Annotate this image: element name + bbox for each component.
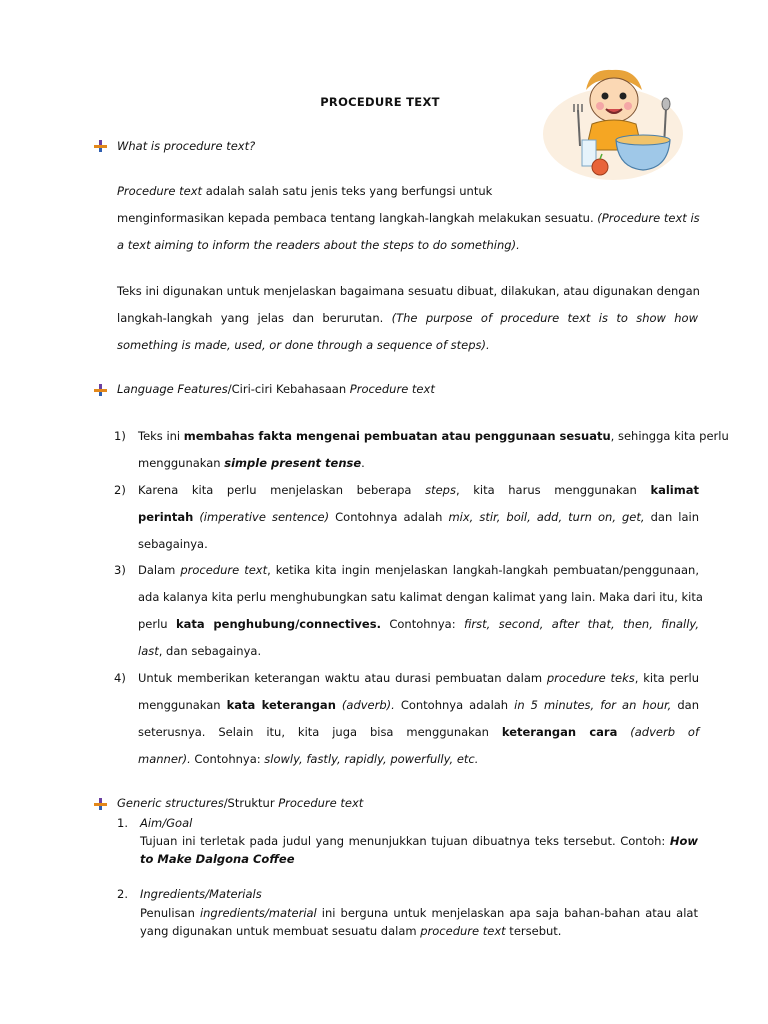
item-line: perlu kata penghubung/connectives. Contohnya: first, second, after that, then, finally, — [138, 617, 699, 631]
pin-bullet-icon — [94, 384, 108, 396]
item-line: perintah (imperative sentence) Contohnya adalah mix, stir, boil, add, turn on, get, dan lain — [138, 510, 699, 524]
structure-label: Ingredients/Materials — [140, 887, 262, 901]
item-number: 1) — [114, 429, 126, 443]
generic-structures-heading: Generic structures/Struktur Procedure text — [117, 796, 364, 810]
document-title: PROCEDURE TEXT — [320, 95, 440, 109]
child-eating-illustration — [538, 64, 688, 182]
item-line: Tujuan ini terletak pada judul yang menunjukkan tujuan dibuatnya teks tersebut. Contoh: How — [140, 834, 698, 848]
pin-bullet-icon — [94, 140, 108, 152]
item-line: Untuk memberikan keterangan waktu atau durasi pembuatan dalam procedure teks, kita perlu — [138, 671, 699, 685]
item-line: ada kalanya kita perlu menghubungkan satu kalimat dengan kalimat yang lain. Maka dari itu, kita — [138, 590, 703, 604]
question-heading: What is procedure text? — [117, 139, 256, 153]
structure-item-2-body — [140, 904, 698, 940]
purpose-line-1: Teks ini digunakan untuk menjelaskan bagaimana sesuatu dibuat, dilakukan, atau digunakan dengan — [117, 284, 700, 298]
language-features-heading: Language Features/Ciri-ciri Kebahasaan Procedure text — [117, 382, 435, 396]
definition-paragraph — [117, 178, 698, 259]
item-number: 2) — [114, 483, 126, 497]
item-number: 1. — [117, 816, 128, 830]
item-line: yang digunakan untuk membuat sesuatu dalam procedure text tersebut. — [140, 924, 562, 938]
item-line: menggunakan simple present tense. — [138, 456, 365, 470]
item-line: last, dan sebagainya. — [138, 644, 262, 658]
item-number: 4) — [114, 671, 126, 685]
item-line: Dalam procedure text, ketika kita ingin menjelaskan langkah-langkah pembuatan/penggunaan, — [138, 563, 699, 577]
item-number: 2. — [117, 887, 128, 901]
structure-label: Aim/Goal — [140, 816, 193, 830]
item-line: seterusnya. Selain itu, kita juga bisa menggunakan keterangan cara (adverb of — [138, 725, 700, 739]
pin-bullet-icon — [94, 798, 108, 810]
definition-line-1: Procedure text adalah salah satu jenis teks yang berfungsi untuk — [117, 184, 493, 198]
item-line: Penulisan ingredients/material ini berguna untuk menjelaskan apa saja bahan-bahan atau alat — [140, 906, 698, 920]
definition-line-2: menginformasikan kepada pembaca tentang langkah-langkah melakukan sesuatu. (Procedure text is — [117, 211, 700, 225]
item-line: Karena kita perlu menjelaskan beberapa steps, kita harus menggunakan kalimat — [138, 483, 699, 497]
purpose-line-3: something is made, used, or done through a sequence of steps). — [117, 338, 490, 352]
item-line: Teks ini membahas fakta mengenai pembuatan atau penggunaan sesuatu, sehingga kita perlu — [138, 429, 729, 443]
item-line: menggunakan kata keterangan (adverb). Contohnya adalah in 5 minutes, for an hour, dan — [138, 698, 699, 712]
item-number: 3) — [114, 563, 126, 577]
structure-item-1-body — [140, 832, 698, 868]
purpose-line-2: langkah-langkah yang jelas dan berurutan. (The purpose of procedure text is to show how — [117, 311, 699, 325]
item-line: to Make Dalgona Coffee — [140, 852, 295, 866]
item-line: sebagainya. — [138, 537, 208, 551]
item-line: manner). Contohnya: slowly, fastly, rapidly, powerfully, etc. — [138, 752, 479, 766]
purpose-paragraph — [117, 278, 698, 359]
definition-line-3: a text aiming to inform the readers about the steps to do something). — [117, 238, 520, 252]
